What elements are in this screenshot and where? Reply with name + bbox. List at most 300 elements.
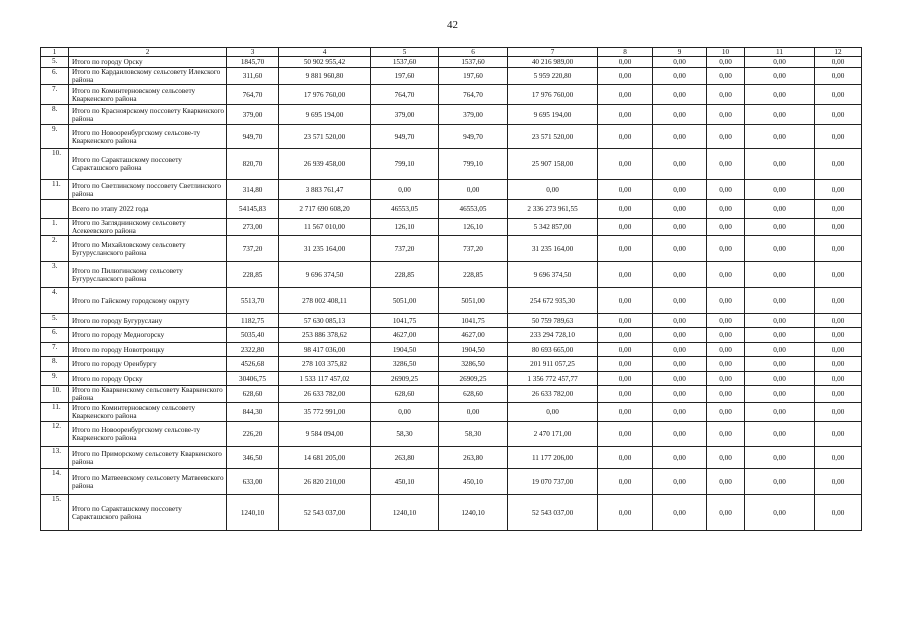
cell-value: 52 543 037,00 [279,495,371,531]
table-row [41,386,862,403]
row-number: 9. [41,372,69,386]
cell-value: 0,00 [745,85,815,105]
cell-value: 197,60 [439,68,508,85]
cell-value: 278 002 408,11 [279,288,371,314]
row-number: 9. [41,125,69,149]
column-header: 12 [815,48,862,57]
table-row [41,125,862,149]
cell-value: 0,00 [439,403,508,422]
row-number: 7. [41,85,69,105]
cell-value: 0,00 [815,236,862,262]
cell-value: 0,00 [745,495,815,531]
cell-value: 126,10 [439,219,508,236]
row-name: Итого по городу Орску [69,372,227,386]
row-number: 14. [41,469,69,495]
cell-value: 2 470 171,00 [508,422,598,447]
table-row [41,85,862,105]
table-body [41,48,862,531]
cell-value: 0,00 [653,422,707,447]
cell-value: 0,00 [707,262,745,288]
cell-value: 0,00 [707,219,745,236]
cell-value: 314,80 [227,180,279,200]
cell-value: 9 696 374,50 [279,262,371,288]
cell-value: 0,00 [815,85,862,105]
cell-value: 228,85 [227,262,279,288]
cell-value: 126,10 [371,219,439,236]
cell-value: 0,00 [707,236,745,262]
cell-value: 0,00 [815,68,862,85]
table-row [41,447,862,469]
cell-value: 0,00 [598,386,653,403]
table-row [41,328,862,343]
cell-value: 23 571 520,00 [508,125,598,149]
cell-value: 0,00 [598,447,653,469]
column-header: 11 [745,48,815,57]
cell-value: 0,00 [815,372,862,386]
cell-value: 799,10 [439,149,508,180]
cell-value: 311,60 [227,68,279,85]
cell-value: 201 911 057,25 [508,357,598,372]
cell-value: 0,00 [598,68,653,85]
cell-value: 0,00 [598,180,653,200]
cell-value: 0,00 [371,403,439,422]
cell-value: 379,00 [227,105,279,125]
cell-value: 1182,75 [227,314,279,328]
cell-value: 26 633 782,00 [508,386,598,403]
cell-value: 0,00 [653,262,707,288]
cell-value: 0,00 [598,219,653,236]
table-row [41,495,862,531]
row-name: Итого по городу Орску [69,57,227,68]
cell-value: 50 902 955,42 [279,57,371,68]
cell-value: 450,10 [371,469,439,495]
cell-value: 0,00 [653,314,707,328]
cell-value: 0,00 [598,288,653,314]
cell-value: 0,00 [745,403,815,422]
cell-value: 0,00 [815,357,862,372]
row-number [41,200,69,219]
cell-value: 0,00 [745,219,815,236]
row-number: 4. [41,288,69,314]
row-name: Итого по Красноярскому поссовету Кваркенского района [69,105,227,125]
cell-value: 764,70 [227,85,279,105]
cell-value: 54145,83 [227,200,279,219]
cell-value: 0,00 [653,68,707,85]
cell-value: 0,00 [745,469,815,495]
cell-value: 0,00 [815,200,862,219]
cell-value: 0,00 [745,314,815,328]
cell-value: 2 336 273 961,55 [508,200,598,219]
cell-value: 0,00 [815,422,862,447]
cell-value: 0,00 [653,125,707,149]
cell-value: 844,30 [227,403,279,422]
cell-value: 1 356 772 457,77 [508,372,598,386]
cell-value: 30406,75 [227,372,279,386]
cell-value: 0,00 [508,180,598,200]
cell-value: 23 571 520,00 [279,125,371,149]
cell-value: 0,00 [653,328,707,343]
cell-value: 0,00 [815,403,862,422]
cell-value: 0,00 [707,68,745,85]
table-row [41,288,862,314]
cell-value: 0,00 [815,180,862,200]
cell-value: 450,10 [439,469,508,495]
row-name: Итого по Коминтерновскому сельсовету Кваркенского района [69,403,227,422]
cell-value: 0,00 [707,328,745,343]
cell-value: 26 939 458,00 [279,149,371,180]
cell-value: 5 342 857,00 [508,219,598,236]
cell-value: 0,00 [707,495,745,531]
cell-value: 0,00 [745,343,815,357]
cell-value: 0,00 [707,314,745,328]
cell-value: 0,00 [598,403,653,422]
cell-value: 233 294 728,10 [508,328,598,343]
cell-value: 0,00 [707,85,745,105]
cell-value: 0,00 [598,357,653,372]
cell-value: 1 533 117 457,02 [279,372,371,386]
row-number: 5. [41,314,69,328]
cell-value: 9 584 094,00 [279,422,371,447]
cell-value: 9 695 194,00 [279,105,371,125]
cell-value: 0,00 [707,357,745,372]
row-name: Итого по Светлинскому поссовету Светлинского района [69,180,227,200]
row-number: 12. [41,422,69,447]
cell-value: 26 633 782,00 [279,386,371,403]
cell-value: 737,20 [439,236,508,262]
cell-value: 1041,75 [371,314,439,328]
cell-value: 0,00 [707,422,745,447]
cell-value: 0,00 [653,149,707,180]
cell-value: 0,00 [653,57,707,68]
cell-value: 0,00 [815,288,862,314]
cell-value: 0,00 [598,495,653,531]
cell-value: 273,00 [227,219,279,236]
table-row [41,422,862,447]
cell-value: 3 883 761,47 [279,180,371,200]
cell-value: 0,00 [653,180,707,200]
cell-value: 57 630 085,13 [279,314,371,328]
cell-value: 0,00 [745,288,815,314]
cell-value: 228,85 [439,262,508,288]
cell-value: 2322,80 [227,343,279,357]
cell-value: 1537,60 [371,57,439,68]
cell-value: 5035,40 [227,328,279,343]
cell-value: 0,00 [598,57,653,68]
row-name: Итого по Новооренбургскому сельсове-ту Кваркенского района [69,422,227,447]
cell-value: 0,00 [707,180,745,200]
row-number: 11. [41,180,69,200]
cell-value: 5513,70 [227,288,279,314]
column-header: 9 [653,48,707,57]
cell-value: 0,00 [598,372,653,386]
cell-value: 11 177 206,00 [508,447,598,469]
cell-value: 0,00 [745,200,815,219]
cell-value: 0,00 [653,343,707,357]
table-row [41,403,862,422]
cell-value: 0,00 [653,447,707,469]
page-number: 42 [447,19,458,31]
cell-value: 0,00 [598,200,653,219]
cell-value: 949,70 [227,125,279,149]
table-row [41,372,862,386]
cell-value: 0,00 [598,469,653,495]
cell-value: 80 693 665,00 [508,343,598,357]
cell-value: 226,20 [227,422,279,447]
table-row [41,343,862,357]
row-name: Итого по Приморскому сельсовету Кваркенского района [69,447,227,469]
cell-value: 0,00 [815,57,862,68]
cell-value: 9 696 374,50 [508,262,598,288]
cell-value: 98 417 036,00 [279,343,371,357]
column-header: 1 [41,48,69,57]
column-header: 8 [598,48,653,57]
row-number: 6. [41,328,69,343]
cell-value: 0,00 [508,403,598,422]
cell-value: 0,00 [815,314,862,328]
cell-value: 0,00 [653,386,707,403]
table-row [41,105,862,125]
cell-value: 17 976 760,00 [279,85,371,105]
cell-value: 0,00 [439,180,508,200]
row-number: 10. [41,386,69,403]
cell-value: 0,00 [707,343,745,357]
cell-value: 9 881 960,80 [279,68,371,85]
cell-value: 0,00 [653,200,707,219]
table-row [41,357,862,372]
row-name: Всего по этапу 2022 года [69,200,227,219]
cell-value: 0,00 [653,495,707,531]
cell-value: 737,20 [371,236,439,262]
cell-value: 0,00 [815,125,862,149]
cell-value: 0,00 [815,495,862,531]
cell-value: 0,00 [598,125,653,149]
row-number: 3. [41,262,69,288]
table-row [41,219,862,236]
row-number: 7. [41,343,69,357]
cell-value: 0,00 [598,149,653,180]
cell-value: 5051,00 [439,288,508,314]
cell-value: 0,00 [598,262,653,288]
cell-value: 0,00 [371,180,439,200]
cell-value: 0,00 [653,219,707,236]
cell-value: 0,00 [707,386,745,403]
cell-value: 11 567 010,00 [279,219,371,236]
cell-value: 0,00 [707,288,745,314]
row-name: Итого по Кардаиловскому сельсовету Илекского района [69,68,227,85]
cell-value: 628,60 [439,386,508,403]
table-row [41,236,862,262]
cell-value: 1904,50 [439,343,508,357]
cell-value: 25 907 158,00 [508,149,598,180]
header-row [41,48,862,57]
cell-value: 228,85 [371,262,439,288]
table-row [41,57,862,68]
cell-value: 46553,05 [371,200,439,219]
cell-value: 2 717 690 608,20 [279,200,371,219]
column-header: 10 [707,48,745,57]
row-name: Итого по Кваркенскому сельсовету Кваркенского района [69,386,227,403]
cell-value: 0,00 [745,236,815,262]
cell-value: 4627,00 [439,328,508,343]
cell-value: 0,00 [745,422,815,447]
cell-value: 0,00 [815,343,862,357]
cell-value: 0,00 [815,149,862,180]
cell-value: 0,00 [707,403,745,422]
cell-value: 0,00 [598,236,653,262]
cell-value: 949,70 [371,125,439,149]
cell-value: 3286,50 [371,357,439,372]
row-number: 6. [41,68,69,85]
cell-value: 0,00 [815,447,862,469]
cell-value: 0,00 [653,357,707,372]
cell-value: 0,00 [745,125,815,149]
cell-value: 949,70 [439,125,508,149]
row-number: 11. [41,403,69,422]
cell-value: 197,60 [371,68,439,85]
cell-value: 31 235 164,00 [279,236,371,262]
cell-value: 346,50 [227,447,279,469]
cell-value: 253 886 378,62 [279,328,371,343]
cell-value: 0,00 [707,372,745,386]
cell-value: 628,60 [371,386,439,403]
table-row [41,200,862,219]
row-name: Итого по Михайловскому сельсовету Бугурусланского района [69,236,227,262]
cell-value: 3286,50 [439,357,508,372]
cell-value: 764,70 [371,85,439,105]
column-header: 3 [227,48,279,57]
table-row [41,149,862,180]
cell-value: 58,30 [439,422,508,447]
cell-value: 26 820 210,00 [279,469,371,495]
cell-value: 633,00 [227,469,279,495]
cell-value: 799,10 [371,149,439,180]
cell-value: 0,00 [745,357,815,372]
cell-value: 31 235 164,00 [508,236,598,262]
row-name: Итого по Загляднинскому сельсовету Асекеевского района [69,219,227,236]
cell-value: 0,00 [653,85,707,105]
column-header: 6 [439,48,508,57]
cell-value: 0,00 [598,422,653,447]
cell-value: 0,00 [745,149,815,180]
cell-value: 0,00 [598,343,653,357]
cell-value: 9 695 194,00 [508,105,598,125]
row-number: 5. [41,57,69,68]
cell-value: 0,00 [707,200,745,219]
cell-value: 0,00 [707,125,745,149]
row-name: Итого по городу Медногорску [69,328,227,343]
row-name: Итого по городу Бугуруслану [69,314,227,328]
cell-value: 0,00 [598,314,653,328]
cell-value: 379,00 [371,105,439,125]
cell-value: 50 759 789,63 [508,314,598,328]
cell-value: 278 103 375,82 [279,357,371,372]
row-name: Итого по городу Новотроицку [69,343,227,357]
cell-value: 0,00 [653,105,707,125]
cell-value: 628,60 [227,386,279,403]
cell-value: 0,00 [815,262,862,288]
cell-value: 0,00 [815,469,862,495]
cell-value: 1845,70 [227,57,279,68]
cell-value: 0,00 [745,68,815,85]
cell-value: 0,00 [598,105,653,125]
cell-value: 737,20 [227,236,279,262]
cell-value: 0,00 [653,236,707,262]
table-row [41,314,862,328]
cell-value: 1041,75 [439,314,508,328]
cell-value: 0,00 [745,180,815,200]
cell-value: 0,00 [815,386,862,403]
row-name: Итого по Новооренбургскому сельсове-ту Кваркенского района [69,125,227,149]
cell-value: 0,00 [598,328,653,343]
cell-value: 1240,10 [439,495,508,531]
cell-value: 0,00 [745,262,815,288]
row-name: Итого по Саракташскому поссовету Саракташского района [69,495,227,531]
cell-value: 5 959 220,80 [508,68,598,85]
column-header: 4 [279,48,371,57]
cell-value: 0,00 [598,85,653,105]
cell-value: 0,00 [815,219,862,236]
row-name: Итого по Гайскому городскому округу [69,288,227,314]
column-header: 7 [508,48,598,57]
cell-value: 26909,25 [371,372,439,386]
cell-value: 254 672 935,30 [508,288,598,314]
cell-value: 0,00 [653,372,707,386]
table-row [41,180,862,200]
row-number: 2. [41,236,69,262]
cell-value: 0,00 [745,386,815,403]
row-name: Итого по городу Оренбургу [69,357,227,372]
row-number: 8. [41,105,69,125]
cell-value: 0,00 [707,469,745,495]
cell-value: 379,00 [439,105,508,125]
cell-value: 46553,05 [439,200,508,219]
row-number: 8. [41,357,69,372]
cell-value: 1240,10 [371,495,439,531]
cell-value: 5051,00 [371,288,439,314]
cell-value: 0,00 [745,328,815,343]
cell-value: 0,00 [653,288,707,314]
cell-value: 1537,60 [439,57,508,68]
row-name: Итого по Коминтерновскому сельсовету Кваркенского района [69,85,227,105]
cell-value: 263,80 [371,447,439,469]
row-number: 13. [41,447,69,469]
row-number: 1. [41,219,69,236]
row-name: Итого по Пилюгинскому сельсовету Бугурусланского района [69,262,227,288]
row-number: 10. [41,149,69,180]
cell-value: 1904,50 [371,343,439,357]
cell-value: 19 070 737,00 [508,469,598,495]
table-row [41,262,862,288]
cell-value: 26909,25 [439,372,508,386]
table-row [41,68,862,85]
row-name: Итого по Матвеевскому сельсовету Матвеевского района [69,469,227,495]
cell-value: 0,00 [653,403,707,422]
cell-value: 0,00 [707,149,745,180]
cell-value: 14 681 205,00 [279,447,371,469]
data-table [40,47,862,531]
cell-value: 4627,00 [371,328,439,343]
cell-value: 0,00 [745,105,815,125]
cell-value: 0,00 [745,57,815,68]
cell-value: 263,80 [439,447,508,469]
cell-value: 58,30 [371,422,439,447]
row-name: Итого по Саракташскому поссовету Саракташского района [69,149,227,180]
cell-value: 0,00 [707,57,745,68]
cell-value: 820,70 [227,149,279,180]
cell-value: 0,00 [745,447,815,469]
column-header: 5 [371,48,439,57]
column-header: 2 [69,48,227,57]
